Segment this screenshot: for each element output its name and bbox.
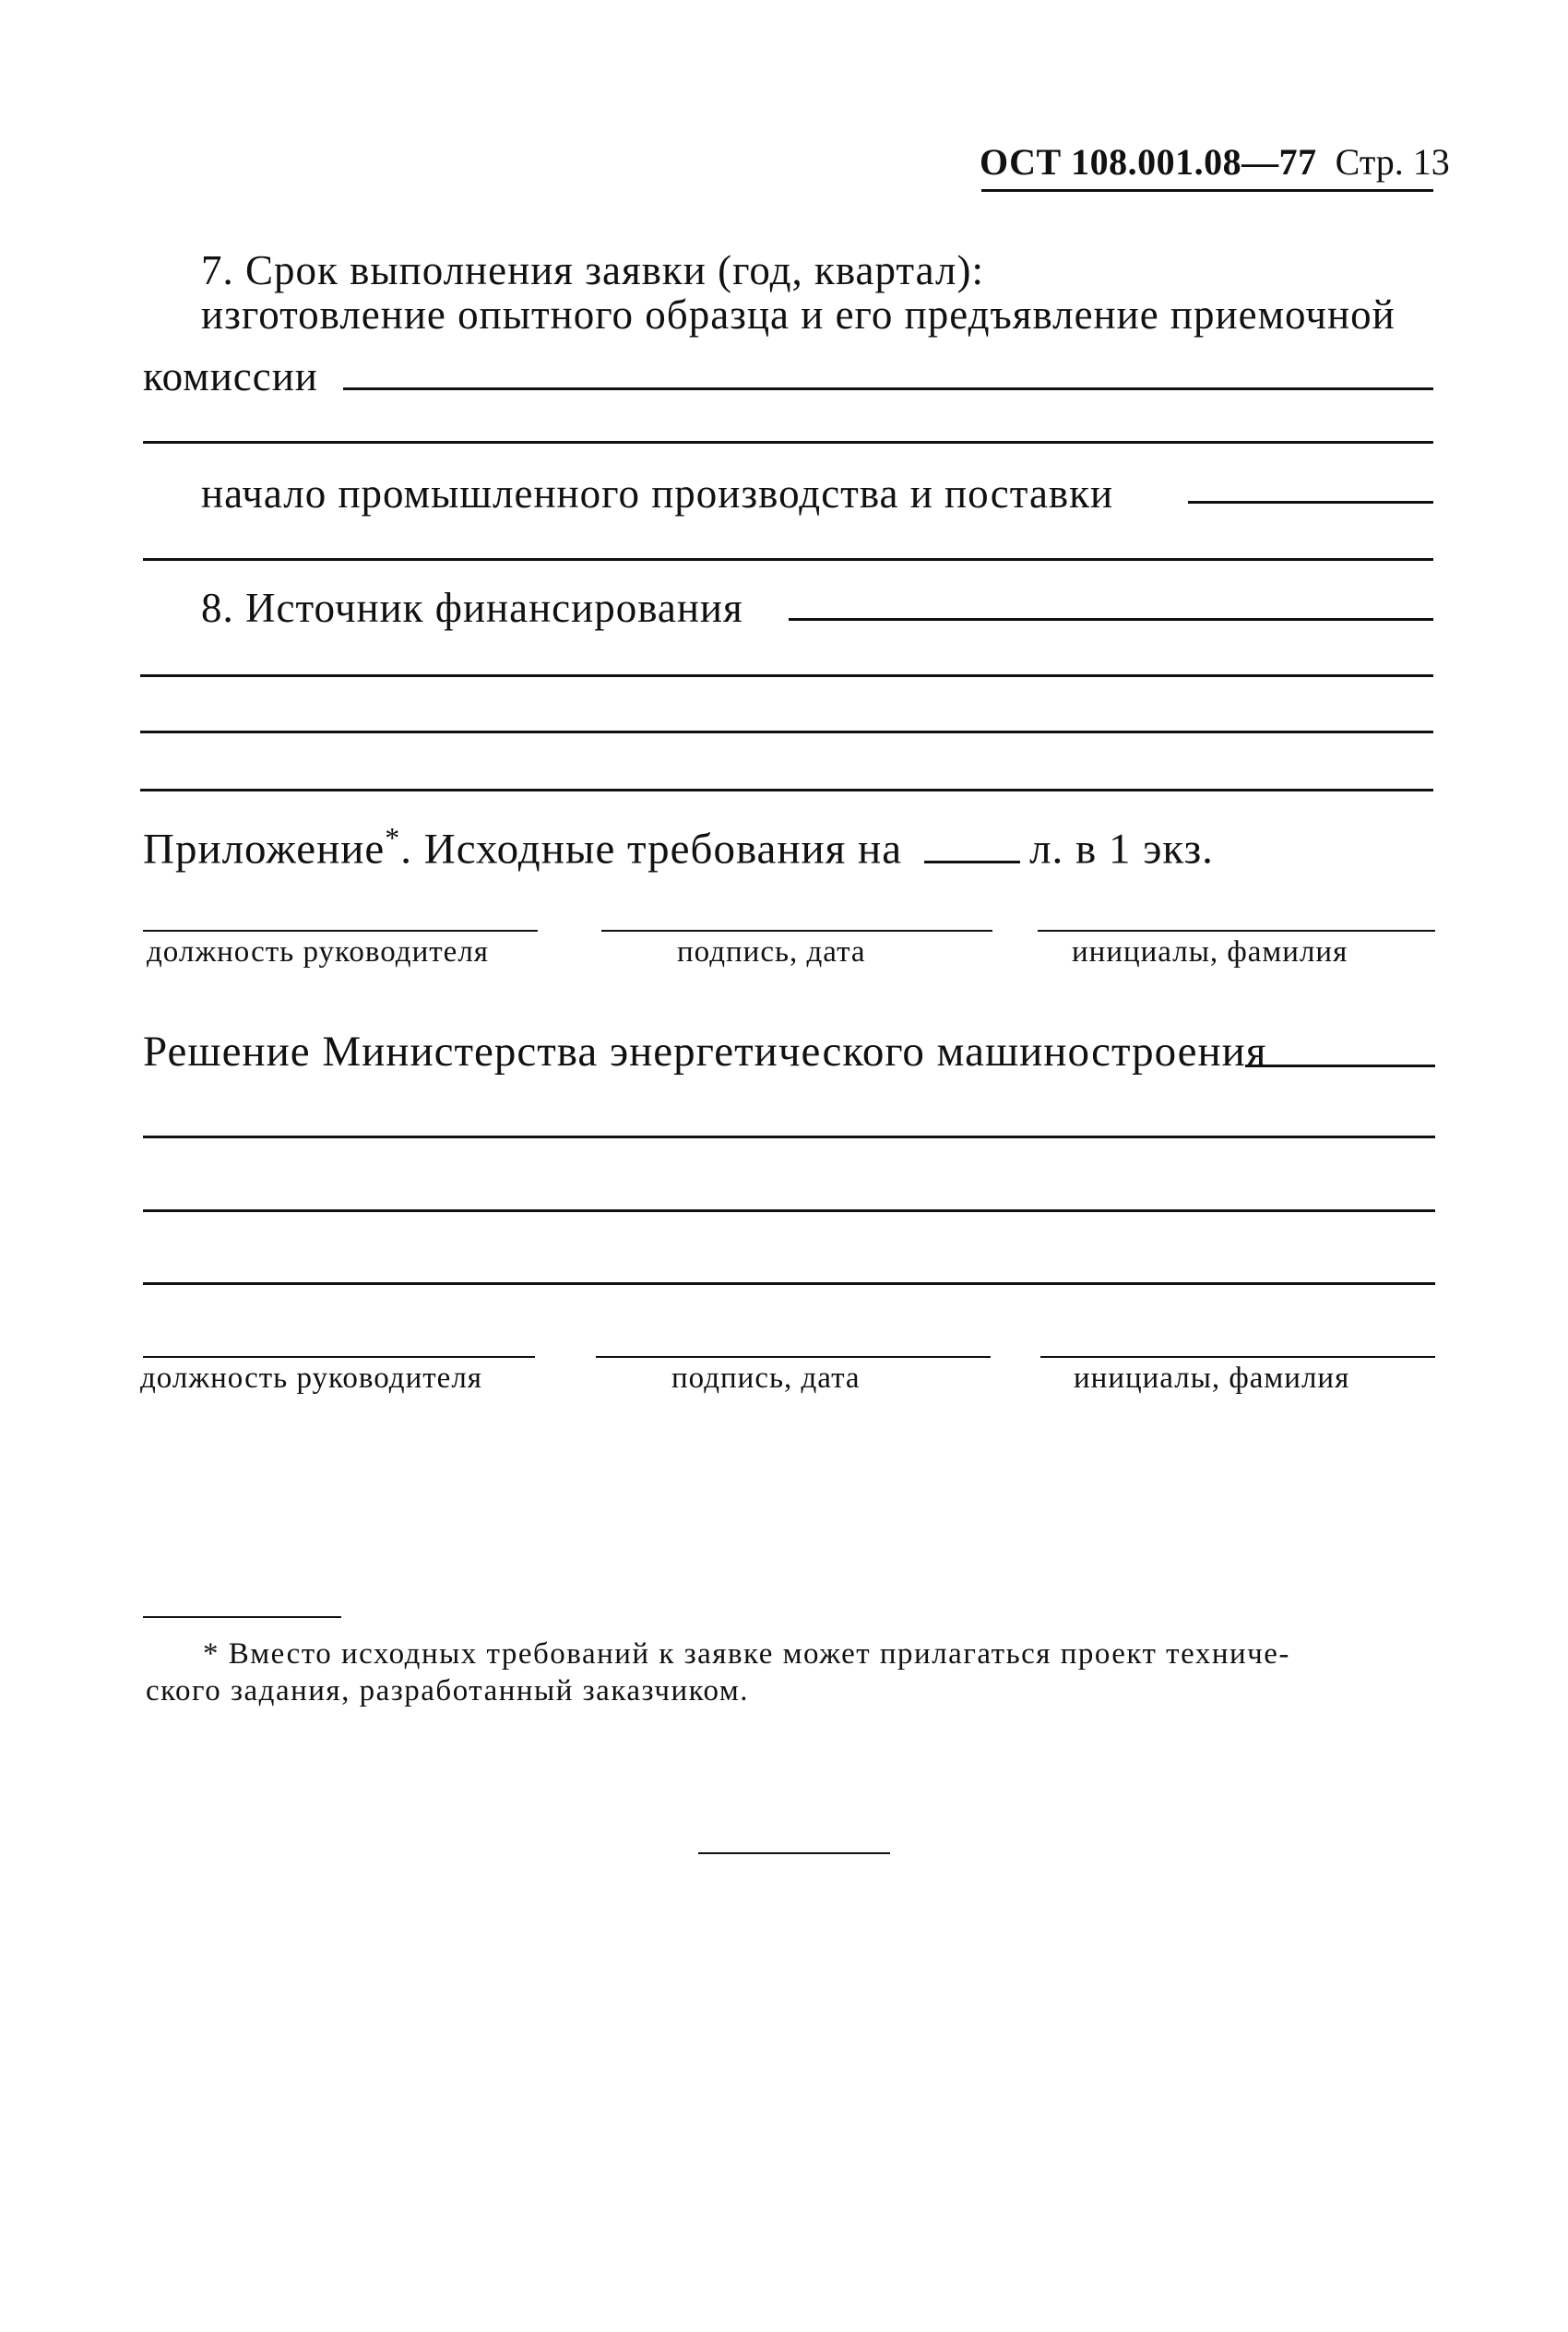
footnote-line2: ского задания, разработанный заказчиком. — [146, 1674, 749, 1707]
attachment-label: Приложение — [143, 825, 386, 874]
signature-line — [143, 1356, 535, 1358]
page-number: Стр. 13 — [1335, 141, 1450, 183]
fill-line — [143, 441, 1433, 444]
footnote-marker: * — [385, 821, 401, 854]
sheets-count-blank — [924, 848, 1020, 863]
position-caption: должность руководителя — [147, 935, 489, 969]
production-fill-line — [1188, 501, 1433, 504]
attachment-line — [143, 812, 1214, 875]
signature-line — [1040, 1356, 1435, 1358]
attachment-copies: л. в 1 экз. — [1029, 825, 1214, 874]
name-caption: инициалы, фамилия — [1072, 935, 1348, 969]
item8-title: 8. Источник финансирования — [201, 585, 743, 631]
decision-label: Решение Министерства энергетического машиностроения — [143, 1028, 1267, 1076]
item7-line1: изготовление опытного образца и его предъявление приемочной — [201, 292, 1396, 338]
page-header — [980, 140, 1450, 184]
fill-line — [143, 1282, 1435, 1285]
header-underline — [981, 189, 1433, 192]
item7-line2: комиссии — [143, 353, 318, 399]
fill-line — [140, 731, 1433, 733]
funding-fill-line — [789, 618, 1433, 621]
end-rule — [698, 1852, 890, 1854]
name-caption: инициалы, фамилия — [1074, 1362, 1350, 1395]
fill-line — [143, 558, 1433, 561]
commission-fill-line — [343, 387, 1433, 390]
signature-line — [143, 930, 538, 932]
fill-line — [140, 674, 1433, 677]
signature-date-caption: подпись, дата — [677, 935, 866, 969]
footnote-separator — [143, 1616, 341, 1618]
position-caption: должность руководителя — [140, 1362, 482, 1395]
attachment-requirements: . Исходные требования на — [400, 825, 903, 874]
signature-line — [596, 1356, 991, 1358]
signature-line — [601, 930, 992, 932]
decision-fill-line — [1245, 1065, 1435, 1067]
standard-code: ОСТ 108.001.08—77 — [980, 141, 1317, 183]
fill-line — [143, 1136, 1435, 1138]
fill-line — [143, 1209, 1435, 1212]
signature-line — [1038, 930, 1435, 932]
production-label: начало промышленного производства и поставки — [201, 470, 1114, 517]
footnote-line1: * Вместо исходных требований к заявке может прилагаться проект техниче- — [203, 1637, 1290, 1671]
item7-title: 7. Срок выполнения заявки (год, квартал): — [201, 247, 984, 293]
signature-date-caption: подпись, дата — [671, 1362, 861, 1395]
fill-line — [140, 789, 1433, 791]
